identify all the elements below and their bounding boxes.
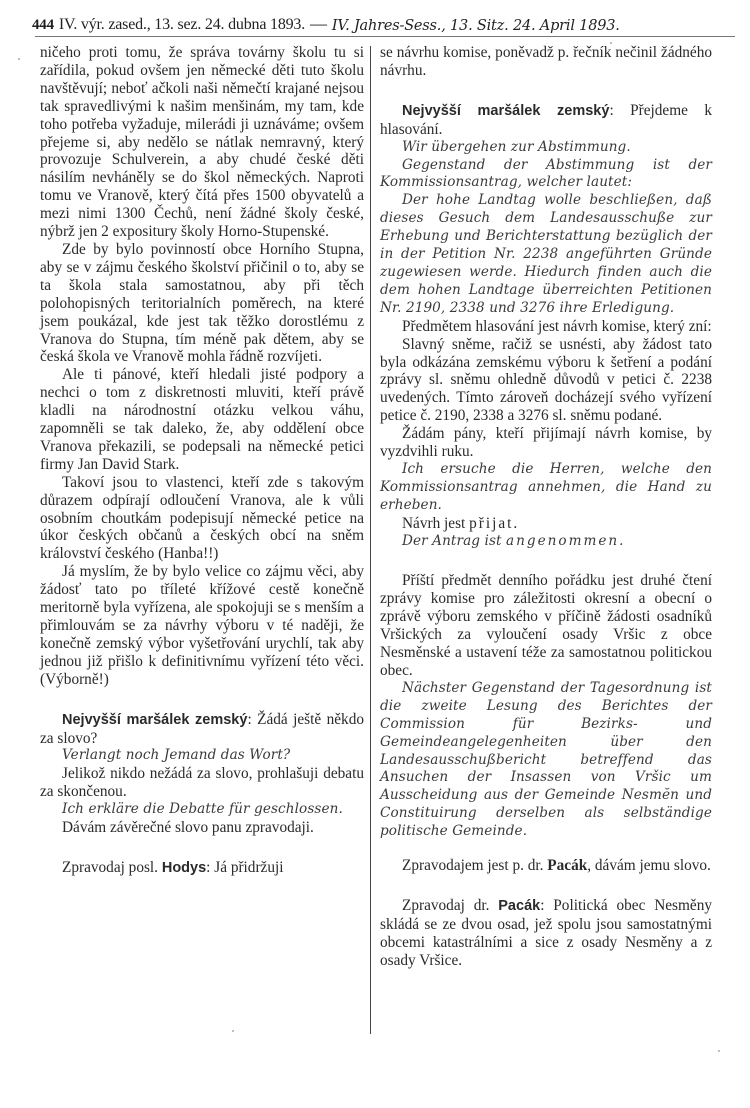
paragraph: Dávám závěrečné slovo panu zpravodaji. — [62, 819, 314, 837]
result-value: přijat. — [469, 514, 520, 532]
paragraph: Žádám pány, kteří přijímají návrh komise, by vyzdvihli ruku. — [380, 425, 712, 461]
header-czech: IV. výr. zased., 13. sez. 24. dubna 1893. — [58, 16, 306, 33]
speaker-paragraph — [380, 102, 712, 139]
speaker-title: Zpravodaj dr. — [402, 896, 499, 914]
left-column — [40, 44, 364, 878]
spacer — [380, 875, 712, 897]
speaker-title: Zpravodaj posl. — [62, 858, 162, 876]
person-name: Pacák — [547, 857, 588, 875]
scan-speck — [718, 1050, 720, 1052]
speaker-name: Hodys — [161, 859, 207, 876]
scan-speck — [18, 58, 20, 60]
paragraph: Slavný sněme, račiž se usnésti, aby žádost tato byla odkázána zemskému výboru k šetření a podání zprávy sl. sněmu ohledně důvodů v petici č. 2238 uvedených. Tímto zároveň docházejí svého vyřízení petice č. 2190, 2338 a 3276 sl. sněmu podané. — [380, 335, 712, 425]
speech-text: : Žádá ještě někdo za slovo? — [40, 710, 364, 747]
paragraph — [380, 857, 712, 875]
result-paragraph — [380, 515, 712, 533]
german-paragraph: Wir übergehen zur Abstimmung. — [402, 138, 631, 155]
speaker-name: Nejvyšší maršálek zemský — [402, 102, 610, 119]
speaker-paragraph — [40, 711, 364, 748]
header-rule — [35, 36, 735, 37]
header-dash: — — [310, 14, 327, 33]
column-divider — [370, 46, 371, 1034]
spacer — [380, 841, 712, 857]
page-number: 444 — [32, 17, 54, 33]
speech-text: : Přejdeme k hlasování. — [380, 101, 712, 138]
paragraph: Zde by bylo povinností obce Horního Stupna, aby se v zájmu českého školství přičinil o to, aby se ta škola stala samostatnou, aby při těch polohopisných teritorialních poměrech, na které jsem poukázal, kde jest tak těžko dorostlému z Vranova do Stupna, tím méně pak dětem, aby se česká škola ve Vranově mohla řádně rozvíjeti. — [40, 240, 364, 366]
paragraph: Ale ti pánové, kteří hledali jisté podpory a nechci o tom z diskretnosti mluviti, kteří právě kladli na národnostní otázku velkou váhu, zapomněli se tak daleko, že, aby oddělení obce Vranova překazili, se podepsali na německé petici firmy Jan David Stark. — [40, 366, 364, 473]
speech-text: : Politická obec Nesměny skládá se ze dvou osad, jež spolu jsou samostatnými obcemi katastrálními a sice z osady Nesměny a z osady Vršice. — [380, 896, 712, 969]
paragraph: Příští předmět denního pořádku jest druhé čtení zprávy komise pro záležitosti okresní a obecní o zprávě výboru zemského v příčině žádosti osadníků Vršických za vyloučení osady Vršic z obce Nesměnské a ustavení téže za samostatnou politickou obec. — [380, 572, 712, 679]
spacer — [380, 550, 712, 572]
spacer — [40, 689, 364, 711]
paragraph: ničeho proti tomu, že správa továrny školu tu si zařídila, pokud ovšem jen německé děti tuto školu navštěvují; neboť ačkoli naši němečtí krajané nejsou tak spravedlivými k našim menšinám, my tam, kde toho potřeba vyžaduje, milerádi ji uznáváme; ovšem přejeme si, aby nedělo se nátlak nemravný, který provozuje Schulverein, a aby chudé české děti násilím nevháněly se do škol německých. Naproti tomu ve Vranově, který čítá přes 1500 obyvatelů a mezi nimi 1300 Čechů, není žádné školy české, nýbrž jen 2 expositury školy Horno-Stupenské. — [40, 44, 364, 241]
text-run: , dávám jemu slovo. — [587, 857, 711, 875]
page-header — [32, 4, 732, 34]
german-result-paragraph — [380, 533, 712, 551]
german-paragraph: Verlangt noch Jemand das Wort? — [62, 747, 291, 764]
spacer — [380, 80, 712, 102]
german-paragraph: Nächster Gegenstand der Tagesordnung ist die zweite Lesung des Berichtes der Commission für Bezirks- und Gemeindeangelegenheiten über den Landesausschußbericht betreffend das Ansuchen der Insassen von Vršic um Ausscheidung aus der Gemeinde Nesmĕn und Constituirung derselben als selbständige politische Gemeinde. — [380, 679, 712, 840]
spacer — [40, 837, 364, 859]
paragraph: se návrhu komise, poněvadž p. řečník nečinil žádného návrhu. — [380, 44, 712, 79]
paragraph: Předmětem hlasování jest návrh komise, který zní: — [402, 317, 712, 335]
speech-text: : Já přidržuji — [206, 858, 284, 876]
speaker-paragraph — [40, 859, 364, 878]
text-run: Zpravodajem jest p. dr. — [402, 857, 548, 875]
speaker-paragraph — [380, 897, 712, 970]
scan-speck — [610, 42, 612, 44]
paragraph: Takoví jsou to vlastenci, kteří zde s takovým důrazem odpírají odloučení Vranova, ale k vůli osobním choutkám podepisují německé petice na úkor českých občanů a českých obcí na sněm království českého (Hanba!!) — [40, 473, 364, 563]
result-label: Návrh jest — [402, 514, 470, 532]
german-paragraph: Gegenstand der Abstimmung ist der Kommissionsantrag, welcher lautet: — [380, 156, 712, 191]
header-german: IV. Jahres-Sess., 13. Sitz. 24. April 1893. — [331, 18, 620, 34]
result-label: Der Antrag ist — [402, 532, 507, 549]
speaker-name: Pacák — [498, 897, 541, 914]
scan-speck — [232, 1030, 234, 1032]
paragraph: Jelikož nikdo nežádá za slovo, prohlašuji debatu za skončenou. — [40, 765, 364, 801]
right-column — [380, 44, 712, 970]
german-paragraph: Ich erkläre die Debatte für geschlossen. — [62, 801, 343, 818]
paragraph: Já myslím, že by bylo velice co zájmu věci, aby žádosť tato po tříleté křížové cestě konečně meritorně byla vyřízena, ale spokojuji se s menším a přimlouvám se za návrhy výboru v té naději, že konečně zemský výbor vyšetřování urychlí, tak aby jednou již přišlo k definitivnímu vyřízení této věci. (Výborně!) — [40, 563, 364, 688]
result-value: angenommen. — [506, 532, 626, 549]
speaker-name: Nejvyšší maršálek zemský — [62, 711, 248, 728]
german-paragraph: Ich ersuche die Herren, welche den Kommissionsantrag annehmen, die Hand zu erheben. — [380, 460, 712, 513]
german-paragraph: Der hohe Landtag wolle beschließen, daß dieses Gesuch dem Landesausschuße zur Erhebung und Berichterstattung bezüglich der in der Petition Nr. 2238 angeführten Gründe zugewiesen werde. Hiedurch finden auch die dem hohen Landtage überreichten Petitionen Nr. 2190, 2338 und 3276 ihre Erledigung. — [380, 192, 712, 316]
